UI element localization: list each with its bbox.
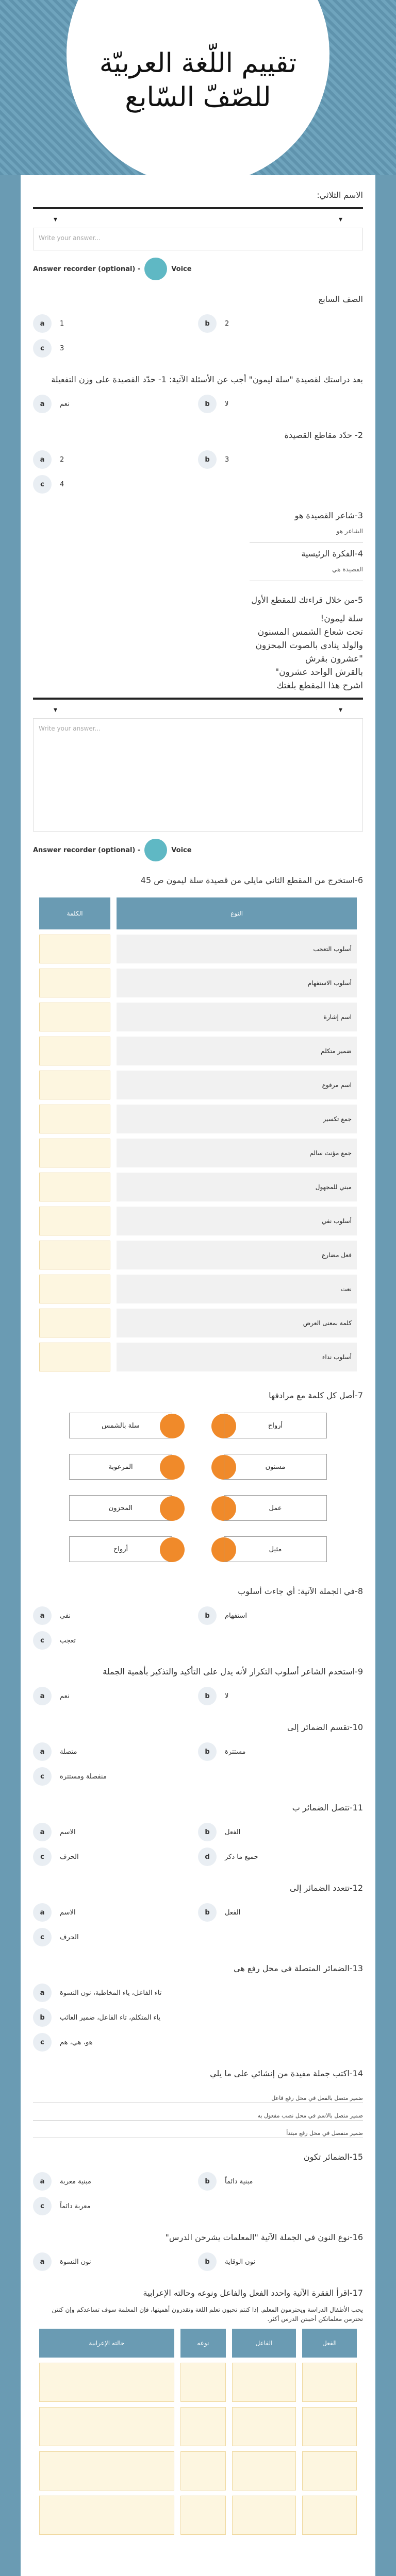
option-text: نعم [60,400,70,408]
question-16 [33,2232,363,2274]
answer-cell[interactable] [39,1343,110,1371]
option-text: نون الوقاية [225,2258,256,2266]
answer-cell[interactable] [180,2363,226,2402]
option-a[interactable] [33,1980,363,2005]
answer-cell[interactable] [39,1173,110,1201]
answer-cell[interactable] [39,935,110,963]
options [33,1820,363,1869]
option-badge: c [33,475,52,494]
option-text: الفعل [225,1828,241,1836]
question-text: 13-الضمائر المتصلة في محل رفع هي [234,1963,363,1973]
option-b[interactable] [198,1739,363,1764]
option-badge: d [198,1848,217,1866]
option-text: استفهام [225,1612,248,1620]
divider [33,698,363,700]
answer-cell[interactable] [302,2363,357,2402]
option-a[interactable] [33,1900,198,1925]
question-text: 11-تتصل الضمائر ب [292,1803,363,1812]
question-11 [33,1802,363,1869]
option-b[interactable] [198,1820,363,1844]
dropdown-a[interactable]: ▾ [54,215,58,224]
option-text: 1 [60,319,64,328]
question-2 [33,430,363,497]
question-9 [33,1666,363,1708]
student-section [33,190,363,280]
option-a[interactable] [33,1739,198,1764]
option-a[interactable] [33,311,198,336]
question-text: 7-أصل كل كلمة مع مرادفها [269,1391,363,1400]
option-c[interactable] [33,1764,198,1789]
question-10 [33,1722,363,1789]
question-5 [33,595,363,861]
option-badge: a [33,395,52,413]
option-c[interactable] [33,1925,198,1950]
row-label: مبني للمجهول [117,1173,357,1201]
question-1 [33,374,363,416]
match-left-handle[interactable] [160,1496,185,1521]
option-c[interactable] [33,1844,198,1869]
match-left-item[interactable]: المرعوبة [69,1454,172,1480]
match-left-handle[interactable] [160,1455,185,1480]
page-title: تقييم اللّغة العربيّة للصّفّ السّابع [99,48,297,113]
question-17 [33,2287,363,2540]
question-text: 3-شاعر القصيدة هو [294,511,363,520]
question-14 [33,2068,363,2138]
answer-cell[interactable] [39,1207,110,1235]
option-badge: a [33,2252,52,2271]
answer-textarea[interactable]: Write your answer... [33,718,363,832]
options [33,447,363,497]
answer-cell[interactable] [39,1241,110,1269]
row-label: نعت [117,1275,357,1303]
option-text: 4 [60,480,64,488]
match-right-item[interactable]: عمل [224,1495,327,1521]
answer-input[interactable]: Write your answer... [33,228,363,250]
poem-line: والولد ينادي بالصوت المحزون [255,640,363,651]
option-text: ياء المتكلم، تاء الفاعل، ضمير الغائب [60,2013,161,2022]
voice-label: Voice [171,846,192,854]
question-text: 17-اقرأ الفقرة الآتية واحدد الفعل والفاعل ونوعه وحالته الإعرابية [143,2288,363,2298]
answer-recorder [33,839,363,861]
answer-cell[interactable] [39,1037,110,1065]
option-c[interactable] [33,2030,363,2055]
question-text: 5-من خلال قراءتك للمقطع الأول [251,595,363,605]
poem-line: سلة ليمون! [320,614,363,624]
poem-line: بالقرش الواحد عشرون" [275,667,363,677]
question-text: 10-تقسم الضمائر إلى [287,1722,363,1732]
answer-cell[interactable] [232,2496,296,2535]
option-text: الاسم [60,1908,76,1917]
match-right-item[interactable]: أرواح [224,1413,327,1438]
option-badge: c [33,1631,52,1650]
option-badge: b [198,1823,217,1841]
match-left-item[interactable]: سلة بالشمس [69,1413,172,1438]
option-badge: b [198,450,217,469]
option-badge: a [33,2172,52,2191]
col-header: الفاعل [232,2329,296,2358]
option-badge: b [198,314,217,333]
dropdown-b[interactable]: ▾ [338,706,342,714]
question-7 [33,1390,363,1572]
dropdown-row [33,211,363,228]
option-badge: a [33,1823,52,1841]
option-badge: c [33,2197,52,2215]
option-text: تاء الفاعل، ياء المخاطبة، نون النسوة [60,1989,162,1997]
dropdown-b[interactable]: ▾ [338,215,342,224]
option-text: مستترة [225,1748,246,1756]
option-a[interactable] [33,1603,198,1628]
answer-cell[interactable] [302,2407,357,2446]
options [33,2169,363,2218]
answer-cell[interactable] [232,2451,296,2490]
col-header: نوعه [180,2329,226,2358]
record-button[interactable] [144,839,167,861]
answer-cell[interactable] [39,1003,110,1031]
match-right-item[interactable]: مسنون [224,1454,327,1480]
option-badge: b [198,1687,217,1705]
option-badge: a [33,450,52,469]
option-b[interactable] [198,1900,363,1925]
poem [33,612,363,692]
option-badge: b [198,2172,217,2191]
option-text: الحرف [60,1933,79,1941]
option-text: لا [225,1692,229,1700]
answer-cell[interactable] [180,2407,226,2446]
option-a[interactable] [33,2169,198,2194]
option-text: نعم [60,1692,70,1700]
option-c[interactable] [33,2194,198,2218]
option-badge: b [198,1903,217,1922]
match-right-item[interactable]: مثيل [224,1536,327,1562]
option-text: تعجب [60,1636,76,1645]
extract-table [33,892,363,1377]
options [33,2249,363,2274]
option-text: نفي [60,1612,71,1620]
option-d[interactable] [198,1844,363,1869]
answer-cell[interactable] [39,1139,110,1167]
option-c[interactable] [33,336,198,361]
divider [33,207,363,209]
option-text: 3 [225,455,229,464]
col-header-type: النوع [117,897,357,929]
option-c[interactable] [33,472,198,497]
col-header: حالته الإعرابية [39,2329,174,2358]
option-text: الاسم [60,1828,76,1836]
option-text: 2 [225,319,229,328]
question-text: 9-استخدم الشاعر أسلوب التكرار لأنه يدل على التأكيد والتذكير بأهمية الجملة [103,1667,363,1676]
answer-recorder [33,258,363,280]
option-badge: c [33,1928,52,1946]
option-b[interactable] [198,2249,363,2274]
answer-cell[interactable] [39,2451,174,2490]
option-badge: b [198,395,217,413]
row-label: جمع مؤنث سالم [117,1139,357,1167]
answer-cell[interactable] [39,1275,110,1303]
question-text: بعد دراستك لقصيدة "سلة ليمون" أجب عن الأسئلة الآتية: 1- حدّد القصيدة على وزن التفعيلة [51,375,363,384]
row-label: فعل مضارع [117,1241,357,1269]
row-label: أسلوب نداء [117,1343,357,1371]
dropdown-a[interactable]: ▾ [54,706,58,714]
option-badge: c [33,1767,52,1786]
options [33,1900,363,1950]
option-text: لا [225,400,229,408]
question-3 [33,510,363,581]
option-badge: a [33,314,52,333]
answer-cell[interactable] [180,2496,226,2535]
col-header-word: الكلمة [39,897,110,929]
answer-cell[interactable] [39,1105,110,1133]
option-text: نون النسوة [60,2258,91,2266]
option-text: الحرف [60,1853,79,1861]
question-text: 8-في الجملة الآتية: أي جاءت أسلوب [238,1586,363,1596]
answer-cell[interactable] [302,2451,357,2490]
option-badge: c [33,1848,52,1866]
option-a[interactable] [33,392,198,416]
option-badge: a [33,1687,52,1705]
recorder-label: Answer recorder (optional) - [33,265,141,273]
answer-cell[interactable] [302,2496,357,2535]
option-text: 2 [60,455,64,464]
options [33,1980,363,2055]
option-badge: b [198,2252,217,2271]
idea-label: 4-الفكرة الرئيسية [301,549,363,558]
row-label: كلمة بمعنى العرض [117,1309,357,1337]
col-header: الفعل [302,2329,357,2358]
question-text: 6-استخرج من المقطع الثاني مايلي من قصيدة سلة ليمون ص 45 [140,875,363,885]
form-card [21,175,375,2576]
option-badge: c [33,339,52,358]
option-badge: c [33,2033,52,2052]
question-text: الصف السابع [318,294,363,304]
question-text: 12-تتعدد الضمائر إلى [289,1883,363,1893]
dropdown-row [33,702,363,718]
option-a[interactable] [33,447,198,472]
answer-cell[interactable] [232,2407,296,2446]
voice-label: Voice [171,265,192,273]
option-b[interactable] [198,392,363,416]
option-a[interactable] [33,2249,198,2274]
analysis-table [33,2324,363,2540]
option-text: معربة دائماً [60,2202,91,2210]
options [33,1603,363,1653]
row-label: أسلوب التعجب [117,935,357,963]
paragraph: يحب الأطفال الدراسة ويحترمون المعلم. إذا كنتم تحبون تعلم اللغة وتقدرون أهميتها، فإن المعلمة سوف تساعدكم وإن كنتن تحترمن معلماتكن أحببتن الدرس أكثر. [52,2306,363,2323]
question-6 [33,875,363,1377]
option-text: متصلة [60,1748,77,1756]
match-left-item[interactable]: أرواح [69,1536,172,1562]
matching-area [33,1408,363,1572]
question-8 [33,1586,363,1653]
sentence-field[interactable]: ضمير متصل بالاسم في محل نصب مفعول به [33,2103,363,2121]
option-a[interactable] [33,1820,198,1844]
answer-cell[interactable] [39,1071,110,1099]
option-text: 3 [60,344,64,352]
options [33,392,363,416]
option-b[interactable] [33,2005,363,2030]
option-text: الفعل [225,1908,241,1917]
answer-cell[interactable] [39,2363,174,2402]
answer-cell[interactable] [39,969,110,997]
answer-cell[interactable] [39,1309,110,1337]
option-c[interactable] [33,1628,198,1653]
option-text: مبنية دائماً [225,2177,253,2185]
options [33,1739,363,1789]
option-text: منفصلة ومستترة [60,1772,107,1781]
row-label: اسم إشارة [117,1003,357,1031]
option-b[interactable] [198,1603,363,1628]
match-left-item[interactable]: المحزون [69,1495,172,1521]
option-badge: a [33,1742,52,1761]
sentence-field[interactable]: ضمير متصل بالفعل في محل رفع فاعل [33,2086,363,2103]
option-badge: b [198,1742,217,1761]
option-text: جميع ما ذكر [225,1853,258,1861]
option-badge: a [33,1606,52,1625]
recorder-label: Answer recorder (optional) - [33,846,141,854]
option-b[interactable] [198,2169,363,2194]
option-b[interactable] [198,1684,363,1708]
row-label: أسلوب نفي [117,1207,357,1235]
row-label: ضمير متكلم [117,1037,357,1065]
question-15 [33,2151,363,2218]
question-text: 14-اكتب جملة مفيدة من إنشائي على ما يلي [210,2069,363,2078]
option-a[interactable] [33,1684,198,1708]
match-left-handle[interactable] [160,1537,185,1562]
poem-line: "عشرون بقرش [305,654,363,664]
sentence-field[interactable]: ضمير منفصل في محل رفع مبتدأ [33,2121,363,2138]
answer-cell[interactable] [180,2451,226,2490]
question-text: 2- حدّد مقاطع القصيدة [284,430,363,440]
option-badge: b [33,2008,52,2027]
row-label: أسلوب الاستفهام [117,969,357,997]
poem-line: اشرح هذا المقطع بلغتك [276,681,363,691]
options [33,1684,363,1708]
option-b[interactable] [198,447,363,472]
option-text: مبنية معربة [60,2177,91,2185]
row-label: اسم مرفوع [117,1071,357,1099]
option-badge: b [198,1606,217,1625]
question-12 [33,1883,363,1950]
options [33,311,363,361]
option-text: هو، هي، هم [60,2038,93,2046]
option-badge: a [33,1903,52,1922]
answer-cell[interactable] [39,2496,174,2535]
idea-field[interactable]: القصيدة هي [250,566,363,581]
answer-cell[interactable] [39,2407,174,2446]
option-b[interactable] [198,311,363,336]
record-button[interactable] [144,258,167,280]
option-badge: a [33,1984,52,2002]
question-text: 15-الضمائر تكون [303,2152,363,2162]
row-label: جمع تكسير [117,1105,357,1133]
match-left-handle[interactable] [160,1414,185,1438]
question-13 [33,1963,363,2055]
question-grade [33,294,363,361]
poem-line: تحت شعاع الشمس المسنون [257,627,363,637]
name-label: الاسم الثلاثي: [317,190,363,200]
question-text: 16-نوع النون في الجملة الآتية "المعلمات يشرحن الدرس" [165,2232,363,2242]
answer-cell[interactable] [232,2363,296,2402]
poet-field[interactable]: الشاعر هو [250,528,363,543]
